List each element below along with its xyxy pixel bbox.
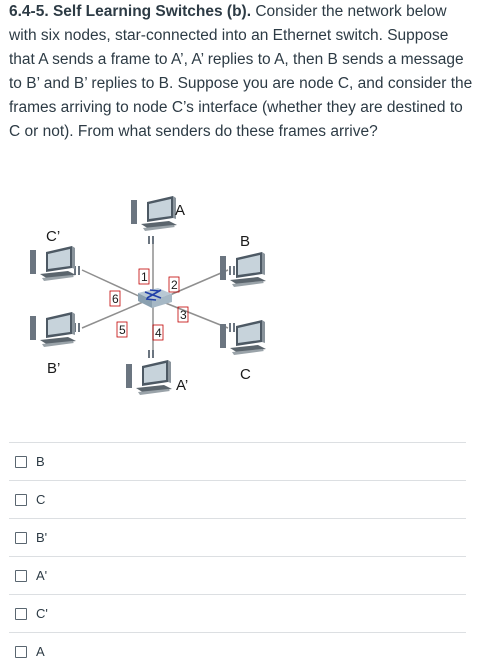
label-c-prime: C’ [46, 228, 61, 245]
host-c-icon [220, 320, 266, 355]
port-1: 1 [141, 270, 148, 284]
option-c[interactable] [9, 480, 466, 518]
option-label: A [36, 644, 45, 659]
option-a-prime[interactable] [9, 556, 466, 594]
label-a: A [175, 202, 186, 219]
host-b-icon [220, 252, 266, 287]
checkbox[interactable] [15, 570, 27, 582]
label-c: C [240, 366, 251, 383]
question-title: 6.4-5. Self Learning Switches (b). [9, 3, 252, 20]
question-text [9, 0, 475, 144]
port-4: 4 [155, 326, 162, 340]
question-body: Consider the network below with six nodes, star-connected into an Ethernet switch. Suppose that A sends a frame to A’, A’ replies to A, then B sends a message to B’ and B’ replies to B. Suppose you are node C, and consider the frames arriving to node C’s interface (whether they are destined to C or not). From what senders do these frames arrive? [9, 3, 473, 140]
option-b-prime[interactable] [9, 518, 466, 556]
option-label: B [36, 454, 45, 469]
port-2: 2 [171, 278, 178, 292]
option-b[interactable] [9, 442, 466, 480]
port-5: 5 [119, 323, 126, 337]
label-b-prime: B’ [47, 360, 61, 377]
option-a[interactable] [9, 632, 466, 670]
host-a-prime-icon [126, 360, 172, 395]
label-a-prime: A’ [176, 377, 189, 394]
port-6: 6 [112, 292, 119, 306]
checkbox[interactable] [15, 494, 27, 506]
checkbox[interactable] [15, 532, 27, 544]
option-label: B' [36, 530, 48, 545]
answer-options [9, 442, 466, 670]
port-3: 3 [180, 308, 187, 322]
option-label: C' [36, 606, 48, 621]
option-label: C [36, 492, 46, 507]
option-label: A' [36, 568, 48, 583]
checkbox[interactable] [15, 646, 27, 658]
host-c-prime-icon [30, 246, 76, 281]
network-diagram [0, 180, 484, 420]
checkbox[interactable] [15, 608, 27, 620]
label-b: B [240, 233, 251, 250]
host-b-prime-icon [30, 312, 76, 347]
checkbox[interactable] [15, 456, 27, 468]
ethernet-switch-icon [138, 288, 172, 308]
option-c-prime[interactable] [9, 594, 466, 632]
host-a-icon [131, 196, 177, 231]
